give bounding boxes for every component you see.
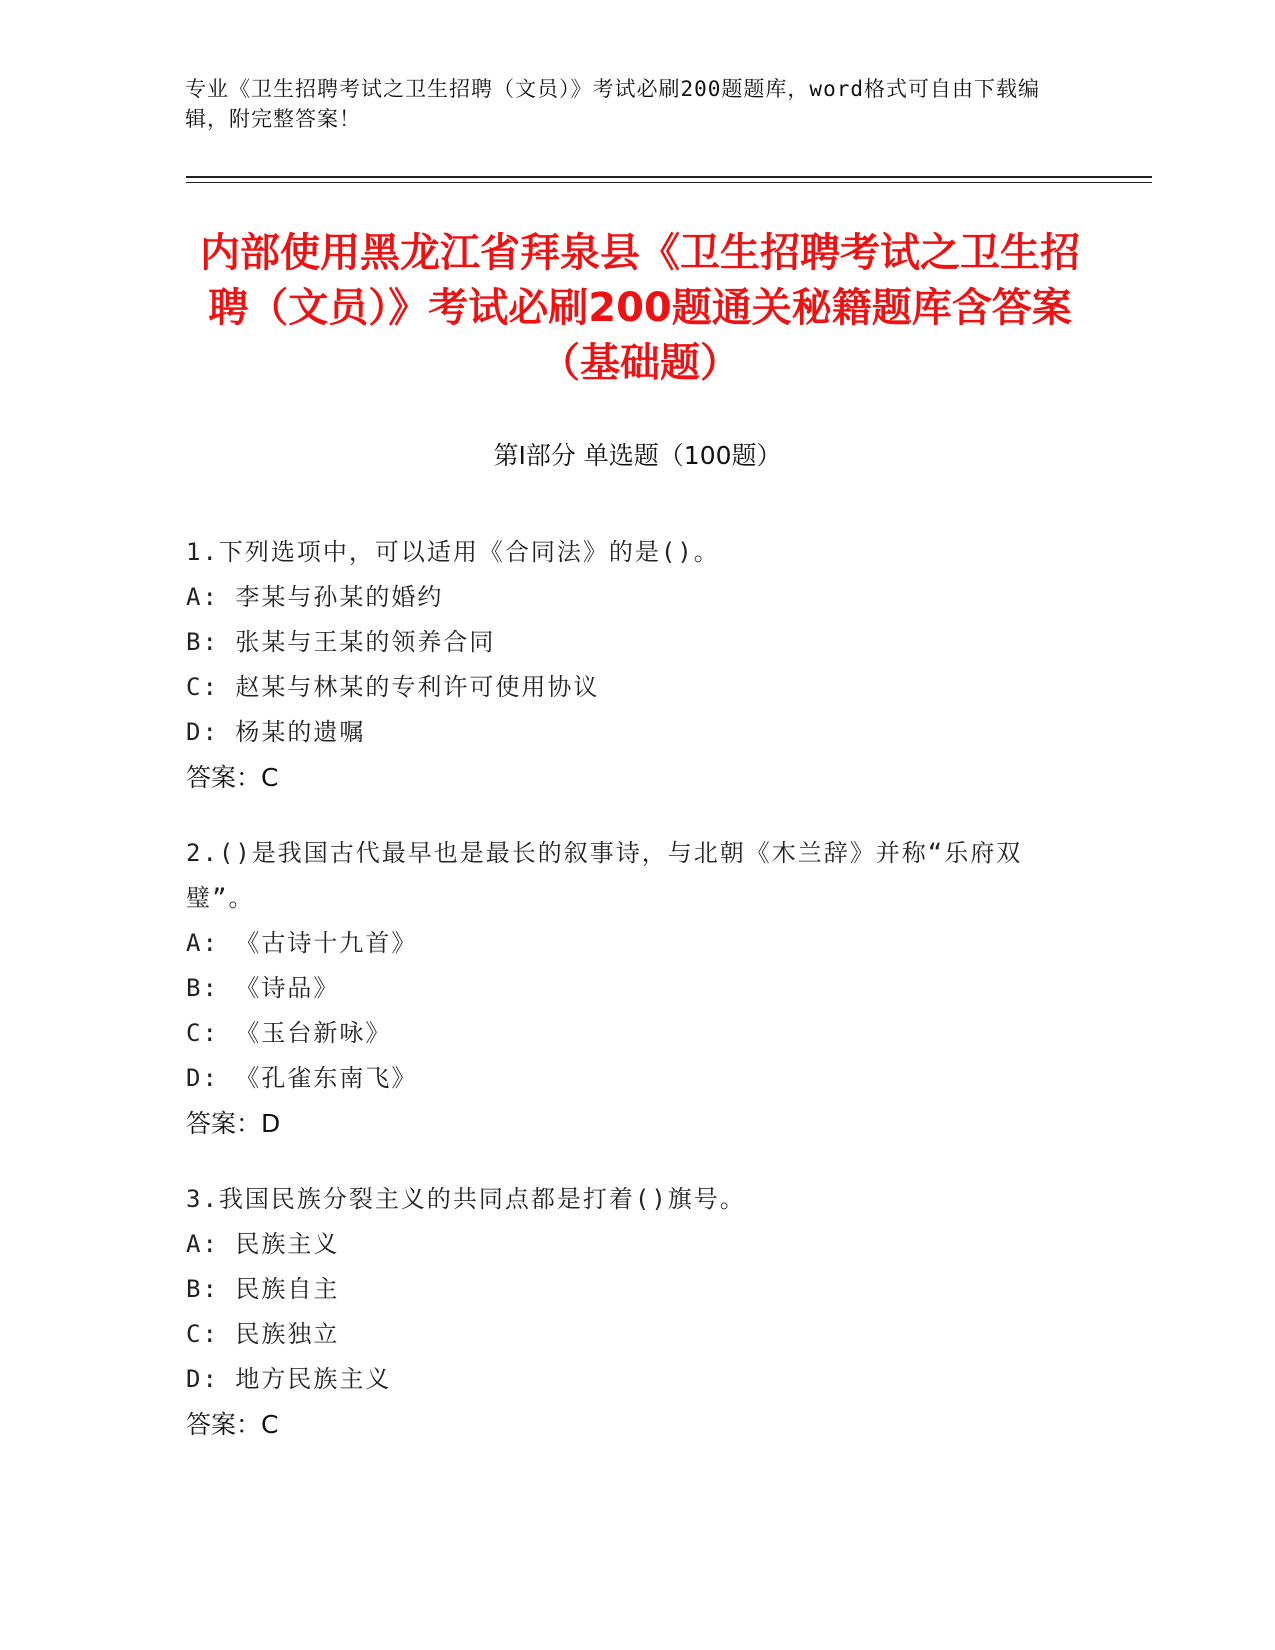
header-divider-thick xyxy=(186,176,1152,178)
answer: 答案：C xyxy=(186,1410,279,1439)
option-a: A: 李某与孙某的婚约 xyxy=(186,583,444,611)
option-b: B: 《诗品》 xyxy=(186,974,340,1002)
question-3 xyxy=(186,1177,1066,1447)
header-note: 专业《卫生招聘考试之卫生招聘（文员）》考试必刷200题题库，word格式可自由下载编辑，附完整答案！ xyxy=(185,77,1040,131)
option-b: B: 张某与王某的领养合同 xyxy=(186,628,496,656)
answer: 答案：C xyxy=(186,763,279,792)
document-title: 内部使用黑龙江省拜泉县《卫生招聘考试之卫生招聘（文员）》考试必刷200题通关秘籍题库含答案（基础题） xyxy=(200,230,1080,386)
option-c: C: 民族独立 xyxy=(186,1320,340,1348)
section-title: 第Ⅰ部分 单选题（100题） xyxy=(493,441,782,470)
option-d: D: 杨某的遗嘱 xyxy=(186,718,366,746)
option-a: A: 民族主义 xyxy=(186,1230,340,1258)
header-divider-thin xyxy=(186,182,1152,183)
question-stem: 2.()是我国古代最早也是最长的叙事诗，与北朝《木兰辞》并称“乐府双璧”。 xyxy=(186,839,1023,912)
question-1 xyxy=(186,530,1066,800)
option-c: C: 赵某与林某的专利许可使用协议 xyxy=(186,673,600,701)
question-2 xyxy=(186,831,1066,1146)
option-d: D: 《孔雀东南飞》 xyxy=(186,1064,418,1092)
option-a: A: 《古诗十九首》 xyxy=(186,929,418,957)
question-stem: 3.我国民族分裂主义的共同点都是打着()旗号。 xyxy=(186,1185,746,1213)
option-b: B: 民族自主 xyxy=(186,1275,340,1303)
option-d: D: 地方民族主义 xyxy=(186,1365,392,1393)
option-c: C: 《玉台新咏》 xyxy=(186,1019,392,1047)
answer: 答案：D xyxy=(186,1109,281,1138)
question-stem: 1.下列选项中，可以适用《合同法》的是()。 xyxy=(186,538,720,566)
question-list xyxy=(186,530,1066,1478)
